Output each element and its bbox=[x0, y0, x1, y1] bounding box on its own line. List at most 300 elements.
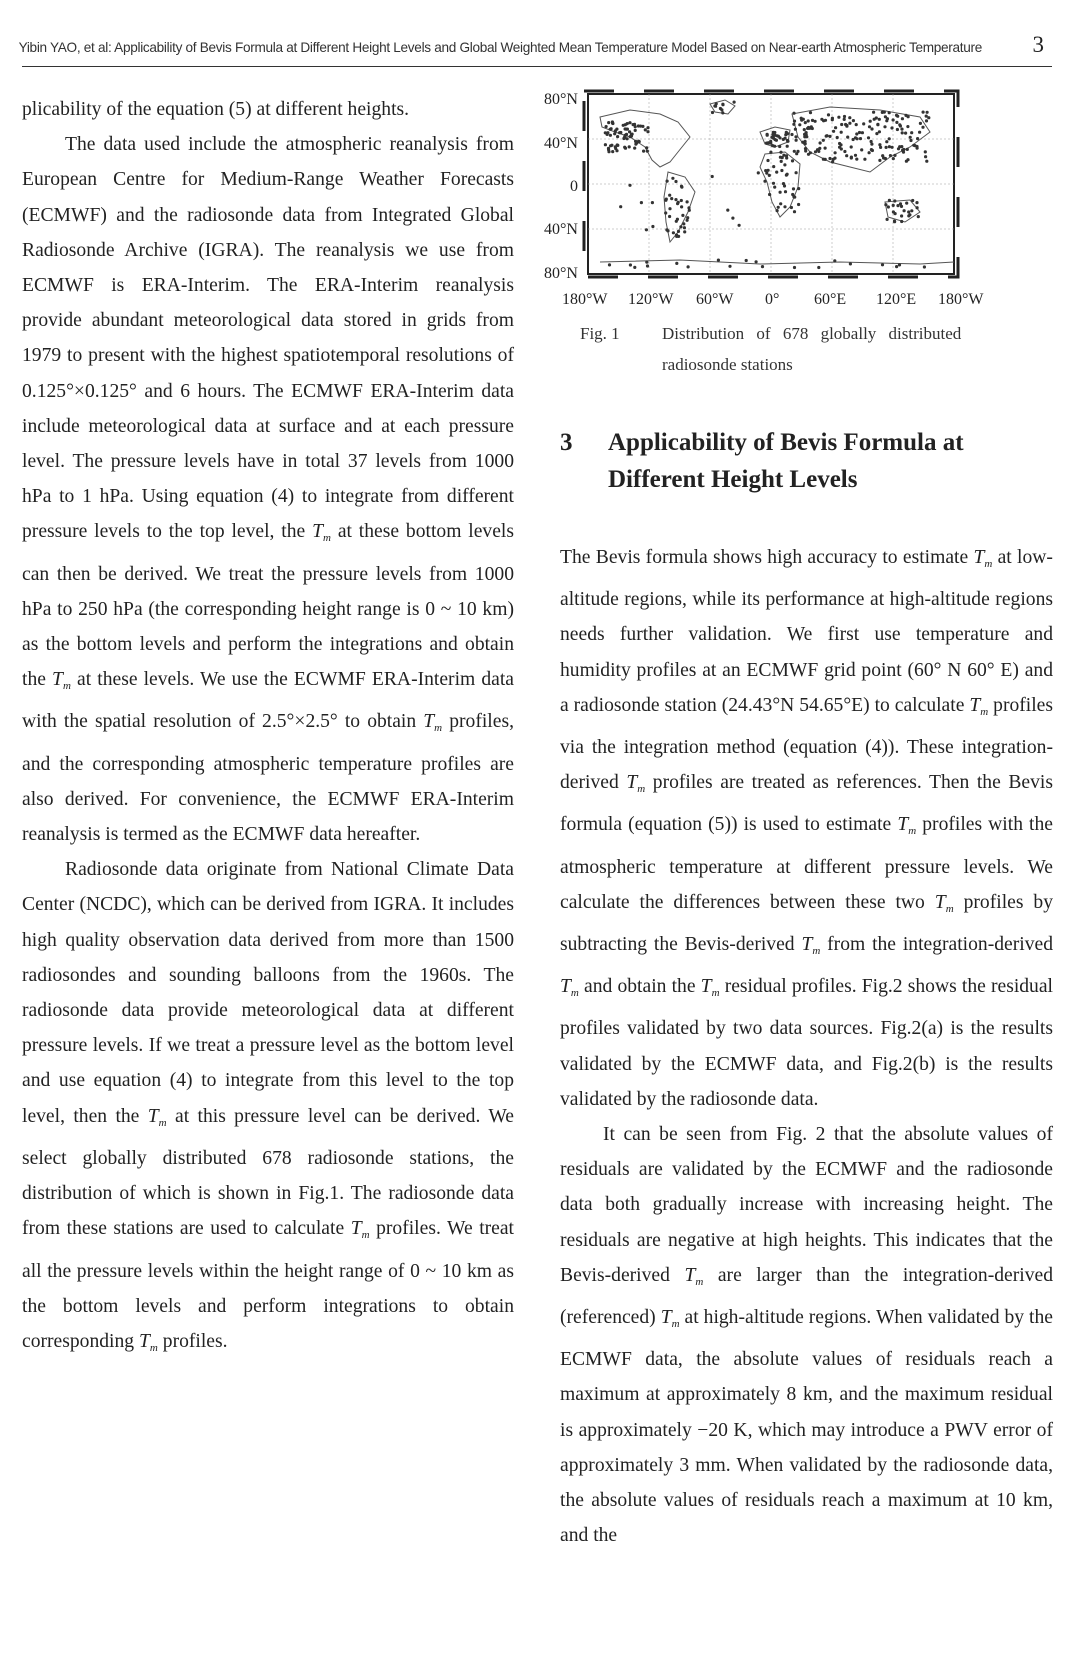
x-label-0: 0° bbox=[765, 291, 780, 308]
station-point bbox=[907, 214, 910, 217]
station-point bbox=[848, 116, 851, 119]
station-point bbox=[611, 120, 614, 123]
station-point bbox=[779, 202, 782, 205]
station-point bbox=[859, 137, 862, 140]
station-point bbox=[881, 263, 884, 266]
station-point bbox=[615, 149, 618, 152]
station-point bbox=[854, 154, 857, 157]
station-point bbox=[721, 111, 724, 114]
station-point bbox=[850, 156, 853, 159]
station-point bbox=[855, 123, 858, 126]
x-label-120w: 120°W bbox=[628, 291, 674, 308]
station-point bbox=[878, 159, 881, 162]
tm-symbol: $T_m$ bbox=[350, 1218, 370, 1242]
station-point bbox=[804, 121, 807, 124]
station-point bbox=[640, 201, 643, 204]
station-point bbox=[793, 120, 796, 123]
station-point bbox=[622, 124, 625, 127]
station-point bbox=[912, 144, 915, 147]
station-point bbox=[825, 135, 828, 138]
station-point bbox=[887, 205, 890, 208]
station-point bbox=[783, 205, 786, 208]
station-point bbox=[884, 203, 887, 206]
tm-symbol: $T_m$ bbox=[312, 521, 331, 545]
station-point bbox=[726, 209, 729, 212]
station-point bbox=[809, 111, 812, 114]
station-point bbox=[906, 148, 909, 151]
station-point bbox=[609, 144, 612, 147]
station-point bbox=[890, 126, 893, 129]
station-point bbox=[711, 175, 714, 178]
station-point bbox=[850, 145, 853, 148]
station-point bbox=[899, 202, 902, 205]
station-point bbox=[646, 150, 649, 153]
station-point bbox=[777, 206, 780, 209]
station-point bbox=[766, 134, 769, 137]
station-point bbox=[878, 118, 881, 121]
station-point bbox=[870, 143, 873, 146]
station-point bbox=[671, 177, 674, 180]
tm-symbol: $T_m$ bbox=[801, 934, 821, 958]
station-point bbox=[892, 210, 895, 213]
station-point bbox=[795, 152, 798, 155]
station-point bbox=[683, 226, 686, 229]
station-point bbox=[616, 135, 619, 138]
station-point bbox=[768, 193, 771, 196]
tm-symbol: $T_m$ bbox=[969, 694, 989, 718]
tm-symbol: $T_m$ bbox=[423, 711, 443, 735]
station-point bbox=[780, 169, 783, 172]
station-point bbox=[793, 196, 796, 199]
station-point bbox=[786, 140, 789, 143]
station-point bbox=[822, 158, 825, 161]
station-point bbox=[824, 119, 827, 122]
station-point bbox=[893, 199, 896, 202]
station-point bbox=[619, 205, 622, 208]
station-point bbox=[926, 111, 929, 114]
tm-symbol: $T_m$ bbox=[934, 891, 954, 915]
station-point bbox=[888, 199, 891, 202]
station-point bbox=[876, 123, 879, 126]
station-point bbox=[803, 128, 806, 131]
station-point bbox=[879, 146, 882, 149]
station-point bbox=[608, 263, 611, 266]
page-number: 3 bbox=[1032, 32, 1044, 57]
station-point bbox=[905, 202, 908, 205]
station-point bbox=[784, 137, 787, 140]
station-point bbox=[607, 121, 610, 124]
station-point bbox=[911, 199, 914, 202]
station-point bbox=[607, 150, 610, 153]
station-point bbox=[855, 132, 858, 135]
station-point bbox=[625, 128, 628, 131]
station-point bbox=[816, 148, 819, 151]
station-point bbox=[875, 116, 878, 119]
station-point bbox=[895, 265, 898, 268]
paragraph-continued: plicability of the equation (5) at different heights. bbox=[22, 99, 410, 120]
station-point bbox=[784, 190, 787, 193]
station-point bbox=[899, 124, 902, 127]
station-point bbox=[745, 259, 748, 262]
station-point bbox=[897, 147, 900, 150]
station-point bbox=[895, 121, 898, 124]
station-point bbox=[869, 120, 872, 123]
station-point bbox=[845, 154, 848, 157]
station-point bbox=[846, 136, 849, 139]
station-point bbox=[630, 135, 633, 138]
station-point bbox=[646, 126, 649, 129]
station-point bbox=[687, 206, 690, 209]
station-point bbox=[906, 158, 909, 161]
station-point bbox=[797, 187, 800, 190]
right-column bbox=[560, 540, 1053, 1553]
station-point bbox=[686, 200, 689, 203]
station-point bbox=[906, 125, 909, 128]
station-point bbox=[793, 266, 796, 269]
station-point bbox=[925, 119, 928, 122]
station-point bbox=[720, 108, 723, 111]
station-point bbox=[852, 138, 855, 141]
station-point bbox=[674, 198, 677, 201]
station-point bbox=[625, 133, 628, 136]
station-point bbox=[790, 206, 793, 209]
station-point bbox=[664, 211, 667, 214]
world-map bbox=[544, 91, 1060, 317]
station-point bbox=[916, 206, 919, 209]
station-point bbox=[715, 102, 718, 105]
station-point bbox=[792, 123, 795, 126]
station-point bbox=[878, 130, 881, 133]
station-point bbox=[668, 194, 671, 197]
station-point bbox=[666, 180, 669, 183]
station-point bbox=[921, 126, 924, 129]
station-point bbox=[646, 264, 649, 267]
station-point bbox=[738, 224, 741, 227]
station-point bbox=[831, 160, 834, 163]
station-point bbox=[820, 118, 823, 121]
station-point bbox=[889, 154, 892, 157]
station-point bbox=[644, 128, 647, 131]
station-point bbox=[883, 111, 886, 114]
station-point bbox=[674, 180, 677, 183]
station-point bbox=[910, 131, 913, 134]
station-point bbox=[793, 150, 796, 153]
station-point bbox=[924, 155, 927, 158]
station-point bbox=[888, 145, 891, 148]
station-point bbox=[886, 218, 889, 221]
station-point bbox=[870, 148, 873, 151]
station-point bbox=[833, 157, 836, 160]
station-point bbox=[807, 126, 810, 129]
station-point bbox=[896, 128, 899, 131]
station-point bbox=[604, 143, 607, 146]
station-point bbox=[925, 115, 928, 118]
station-point bbox=[922, 111, 925, 114]
station-point bbox=[731, 217, 734, 220]
tm-symbol: $T_m$ bbox=[973, 547, 993, 570]
station-point bbox=[645, 146, 648, 149]
running-title: Yibin YAO, et al: Applicability of Bevis Formula at Different Height Levels and Global Weighted Mean Temperature Model Based on Near-earth Atmospheric Temperature bbox=[18, 40, 982, 55]
station-point bbox=[717, 259, 720, 262]
station-point bbox=[845, 124, 848, 127]
station-point bbox=[682, 222, 685, 225]
station-point bbox=[761, 265, 764, 268]
station-point bbox=[646, 130, 649, 133]
station-point bbox=[672, 231, 675, 234]
station-point bbox=[891, 146, 894, 149]
station-point bbox=[792, 187, 795, 190]
figure-caption bbox=[580, 318, 1050, 380]
station-point bbox=[884, 157, 887, 160]
station-point bbox=[855, 158, 858, 161]
paragraph-residuals: It can be seen from Fig. 2 that the absolute values of residuals are validated by the ECMWF and the radiosonde data both gradually increase with increasing height. The residuals are negative at high heights. This indicates that the Bevis-derived $T_m$ are larger than the integration-derived (referenced) $T_m$ at high-altitude regions. When validated by the ECMWF data, the absolute values of residuals reach a maximum at approximately 8 km, and the maximum residual is approximately −20 K, which may introduce a PWV error of approximately 3 mm. When validated by the radiosonde data, the absolute values of residuals reach a maximum at 10 km, and the bbox=[560, 1124, 1054, 1547]
station-point bbox=[904, 114, 907, 117]
station-point bbox=[843, 115, 846, 118]
station-point bbox=[885, 140, 888, 143]
station-point bbox=[862, 122, 865, 125]
station-point bbox=[860, 148, 863, 151]
paragraph-radiosonde: Radiosonde data originate from National Climate Data Center (NCDC), which can be derived from IGRA. It includes high quality observation data derived from more than 1500 radiosondes and sounding balloons from the 1960s. The radiosonde data provide meteorological data at different pressure levels. If we treat a pressure level as the bottom level and use equation (4) to integrate from this level to the top level, then the $T_m$ at this pressure level can be derived. We select globally distributed 678 radiosonde stations, the distribution of which is shown in Fig.1. The radiosonde data from these stations are used to calculate $T_m$ profiles. We treat all the pressure levels within the height range of 0 ~ 10 km as the bottom levels and perform integrations to obtain corresponding $T_m$ profiles. bbox=[22, 859, 514, 1354]
station-point bbox=[878, 143, 881, 146]
station-point bbox=[798, 123, 801, 126]
station-point bbox=[666, 229, 669, 232]
station-point bbox=[624, 147, 627, 150]
station-point bbox=[634, 129, 637, 132]
station-point bbox=[833, 259, 836, 262]
station-point bbox=[843, 150, 846, 153]
station-point bbox=[837, 116, 840, 119]
tm-symbol: $T_m$ bbox=[139, 1330, 158, 1354]
station-point bbox=[917, 215, 920, 218]
y-label-80n-top: 80°N bbox=[544, 91, 578, 108]
station-point bbox=[868, 125, 871, 128]
station-point bbox=[828, 157, 831, 160]
station-point bbox=[651, 225, 654, 228]
station-point bbox=[852, 119, 855, 122]
y-label-40n-top: 40°N bbox=[544, 135, 578, 152]
station-point bbox=[766, 159, 769, 162]
station-point bbox=[670, 197, 673, 200]
station-point bbox=[881, 154, 884, 157]
station-point bbox=[792, 112, 795, 115]
station-point bbox=[900, 220, 903, 223]
station-point bbox=[687, 265, 690, 268]
station-point bbox=[683, 230, 686, 233]
station-point bbox=[773, 145, 776, 148]
station-point bbox=[900, 128, 903, 131]
station-point bbox=[856, 137, 859, 140]
station-point bbox=[901, 117, 904, 120]
station-point bbox=[807, 119, 810, 122]
station-point bbox=[901, 131, 904, 134]
station-point bbox=[834, 151, 837, 154]
station-point bbox=[840, 131, 843, 134]
station-point bbox=[606, 131, 609, 134]
y-label-80n-bottom: 80°N bbox=[544, 265, 578, 282]
station-point bbox=[626, 122, 629, 125]
station-point bbox=[686, 219, 689, 222]
station-point bbox=[628, 145, 631, 148]
station-point bbox=[916, 137, 919, 140]
station-point bbox=[785, 131, 788, 134]
station-point bbox=[645, 261, 648, 264]
station-point bbox=[814, 120, 817, 123]
station-point bbox=[728, 265, 731, 268]
station-point bbox=[611, 150, 614, 153]
y-label-0: 0 bbox=[570, 178, 578, 195]
tm-symbol: $T_m$ bbox=[897, 814, 917, 838]
station-point bbox=[778, 145, 781, 148]
caption-label: Fig. 1 bbox=[580, 324, 620, 343]
tm-symbol: $T_m$ bbox=[700, 976, 720, 1000]
station-point bbox=[872, 111, 875, 114]
station-point bbox=[675, 235, 678, 238]
station-point bbox=[786, 173, 789, 176]
station-point bbox=[721, 103, 724, 106]
station-point bbox=[605, 125, 608, 128]
station-point bbox=[892, 204, 895, 207]
station-point bbox=[645, 228, 648, 231]
station-point bbox=[834, 126, 837, 129]
station-point bbox=[632, 123, 635, 126]
paragraph-bevis-validation: The Bevis formula shows high accuracy to estimate $T_m$ at low-altitude regions, while its performance at high-altitude regions needs further validation. We first use temperature and humidity profiles at an ECMWF grid point (60° N 60° E) and a radiosonde station (24.43°N 54.65°E) to calculate $T_m$ profiles via the integration method (equation (4)). These integration-derived $T_m$ profiles are treated as references. Then the Bevis formula (equation (5)) is used to estimate $T_m$ profiles with the atmospheric temperature at different pressure levels. We calculate the differences between these two $T_m$ profiles by subtracting the Bevis-derived $T_m$ from the integration-derived $T_m$ and obtain the $T_m$ residual profiles. Fig.2 shows the residual profiles validated by two data sources. Fig.2(a) is the results validated by the ECMWF data, and Fig.2(b) is the results validated by the radiosonde data. bbox=[560, 547, 1053, 1110]
station-point bbox=[764, 169, 767, 172]
station-point bbox=[804, 149, 807, 152]
station-point bbox=[916, 147, 919, 150]
station-point bbox=[794, 128, 797, 131]
station-point bbox=[858, 131, 861, 134]
station-point bbox=[915, 201, 918, 204]
station-point bbox=[711, 111, 714, 114]
station-point bbox=[777, 135, 780, 138]
station-point bbox=[779, 151, 782, 154]
station-point bbox=[782, 182, 785, 185]
station-point bbox=[900, 145, 903, 148]
station-point bbox=[776, 209, 779, 212]
station-point bbox=[770, 136, 773, 139]
station-point bbox=[771, 133, 774, 136]
station-point bbox=[804, 142, 807, 145]
station-point bbox=[628, 184, 631, 187]
station-point bbox=[901, 149, 904, 152]
tm-symbol: $T_m$ bbox=[560, 976, 579, 1000]
station-point bbox=[781, 156, 784, 159]
station-point bbox=[923, 265, 926, 268]
station-point bbox=[843, 118, 846, 121]
station-point bbox=[924, 150, 927, 153]
station-point bbox=[809, 151, 812, 154]
paragraph-data-sources: The data used include the atmospheric reanalysis from European Centre for Medium-Range Weather Forecasts (ECMWF) and the radiosonde data from Integrated Global Radiosonde Archive (IGRA). The reanalysis we use from ECMWF is ERA-Interim. The ERA-Interim reanalysis provide abundant meteorological data stored in grids from 1979 to present with the highest spatiotemporal resolutions of 0.125°×0.125° and 6 hours. The ECMWF ERA-Interim data include meteorological data at surface and at each pressure level. The pressure levels have in total 37 levels from 1000 hPa to 1 hPa. Using equation (4) to integrate from different pressure levels to the top level, the $T_m$ at these bottom levels can then be derived. We treat the pressure levels from 1000 hPa to 250 hPa (the corresponding height range is 0 ~ 10 km) as the bottom levels and perform the integrations and obtain the $T_m$ at these levels. We use the ECWMF ERA-Interim data with the spatial resolution of 2.5°×2.5° to obtain $T_m$ profiles, and the corresponding atmospheric temperature profiles are also derived. For convenience, the ECMWF ERA-Interim reanalysis is termed as the ECMWF data hereafter. bbox=[22, 134, 514, 846]
station-point bbox=[797, 203, 800, 206]
station-point bbox=[763, 180, 766, 183]
station-point bbox=[794, 135, 797, 138]
station-point bbox=[836, 136, 839, 139]
station-point bbox=[628, 121, 631, 124]
station-point bbox=[791, 159, 794, 162]
station-point bbox=[892, 157, 895, 160]
station-point bbox=[817, 266, 820, 269]
running-header bbox=[18, 30, 1052, 67]
caption-line-2: radiosonde stations bbox=[662, 355, 793, 374]
left-column bbox=[22, 92, 514, 1366]
station-point bbox=[681, 214, 684, 217]
station-point bbox=[888, 137, 891, 140]
station-point bbox=[614, 145, 617, 148]
station-point bbox=[888, 111, 891, 114]
station-point bbox=[772, 165, 775, 168]
station-point bbox=[893, 154, 896, 157]
station-point bbox=[892, 118, 895, 121]
station-point bbox=[676, 202, 679, 205]
station-point bbox=[898, 263, 901, 266]
station-point bbox=[803, 135, 806, 138]
station-point bbox=[675, 262, 678, 265]
station-point bbox=[925, 160, 928, 163]
station-point bbox=[819, 141, 822, 144]
station-point bbox=[614, 129, 617, 132]
station-point bbox=[827, 113, 830, 116]
station-point bbox=[613, 132, 616, 135]
station-point bbox=[676, 218, 679, 221]
tm-symbol: $T_m$ bbox=[147, 1105, 167, 1129]
station-point bbox=[785, 154, 788, 157]
station-point bbox=[775, 139, 778, 142]
station-point bbox=[795, 139, 798, 142]
station-point bbox=[775, 171, 778, 174]
station-point bbox=[783, 163, 786, 166]
section-number: 3 bbox=[560, 429, 573, 456]
station-point bbox=[907, 210, 910, 213]
station-point bbox=[828, 135, 831, 138]
station-point bbox=[831, 118, 834, 121]
station-point bbox=[909, 136, 912, 139]
x-label-180w: 180°W bbox=[562, 291, 608, 308]
station-point bbox=[769, 151, 772, 154]
station-point bbox=[863, 158, 866, 161]
station-point bbox=[790, 133, 793, 136]
tm-symbol: $T_m$ bbox=[684, 1264, 704, 1288]
station-point bbox=[904, 132, 907, 135]
station-point bbox=[903, 209, 906, 212]
station-point bbox=[800, 117, 803, 120]
station-point bbox=[610, 127, 613, 130]
station-point bbox=[870, 127, 873, 130]
station-point bbox=[633, 147, 636, 150]
station-point bbox=[885, 146, 888, 149]
station-point bbox=[757, 171, 760, 174]
station-point bbox=[780, 160, 783, 163]
station-point bbox=[664, 199, 667, 202]
x-label-60w: 60°W bbox=[696, 291, 734, 308]
station-point bbox=[848, 122, 851, 125]
station-point bbox=[896, 115, 899, 118]
x-label-180w-right: 180°W bbox=[938, 291, 984, 308]
caption-line-1: Distribution of 678 globally distributed bbox=[662, 324, 962, 343]
station-point bbox=[772, 182, 775, 185]
station-point bbox=[677, 230, 680, 233]
station-point bbox=[786, 145, 789, 148]
station-point bbox=[839, 143, 842, 146]
station-point bbox=[635, 141, 638, 144]
station-point bbox=[849, 262, 852, 265]
station-point bbox=[886, 117, 889, 120]
tm-symbol: $T_m$ bbox=[660, 1307, 680, 1331]
station-point bbox=[651, 201, 654, 204]
station-point bbox=[909, 139, 912, 142]
station-point bbox=[733, 101, 736, 104]
station-point bbox=[639, 125, 642, 128]
station-point bbox=[919, 122, 922, 125]
